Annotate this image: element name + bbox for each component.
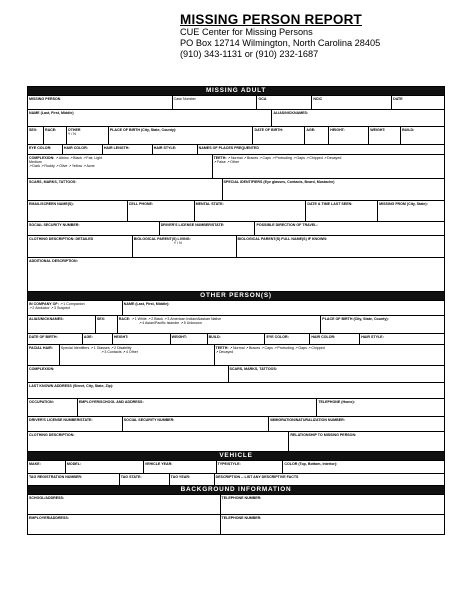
relationship-field[interactable]: RELATIONSHIP TO MISSING PERSON: xyxy=(289,432,445,452)
place-of-birth-field[interactable]: PLACE OF BIRTH (City, State, County): xyxy=(109,127,254,145)
tag-state-field[interactable]: TAG STATE: xyxy=(120,474,170,486)
bio-parents-living-field[interactable]: BIOLOGICAL PARENT(S) LIVING: Y / N xyxy=(133,236,237,258)
report-form xyxy=(27,86,445,535)
sex-field[interactable]: SEX: xyxy=(28,127,44,145)
missing-from-field[interactable]: MISSING FROM (City, State): xyxy=(378,201,445,222)
color-field[interactable]: COLOR (Top, Bottom, Interior): xyxy=(283,461,445,474)
build-field[interactable]: BUILD: xyxy=(401,127,445,145)
ssn-field[interactable]: SOCIAL SECURITY NUMBER: xyxy=(28,222,160,236)
complexion-field[interactable]: COMPLEXION: ↗ Albino ↗ Black ↗ Fair, Light Medium ↗ Dark ↗ Ruddy ↗ Olive ↗ Yellow ↗ Acne xyxy=(28,155,213,179)
missing-person-field[interactable]: MISSING PERSON xyxy=(28,96,173,110)
vehicle-year-field[interactable]: VEHICLE YEAR: xyxy=(144,461,217,474)
make-field[interactable]: MAKE: xyxy=(28,461,66,474)
hair-length-field[interactable]: HAIR LENGTH: xyxy=(103,145,153,155)
employer-school-field[interactable]: EMPLOYER/SCHOOL AND ADDRESS: xyxy=(78,399,317,417)
other-build-field[interactable]: BUILD: xyxy=(208,334,266,345)
other-race-field[interactable]: RACE: ↗ 1 White ↗ 2 Black ↗ 3 American Indian/Alaskan Native ↗ 4 Asian/Pacific Islander ↗ 5 Unknown xyxy=(118,316,322,334)
section-missing-adult: MISSING ADULT xyxy=(28,87,445,96)
hair-color-field[interactable]: HAIR COLOR: xyxy=(63,145,103,155)
dob-field[interactable]: DATE OF BIRTH: xyxy=(253,127,305,145)
other-clothing-field[interactable]: CLOTHING DESCRIPTION: xyxy=(28,432,289,452)
school-address-field[interactable]: SCHOOL/ADDRESS: xyxy=(28,495,221,515)
other-weight-field[interactable]: WEIGHT: xyxy=(171,334,208,345)
immigration-field[interactable]: IMMIGRATION/NATURALIZATION NUMBER: xyxy=(269,417,445,432)
teeth-field[interactable]: TEETH: ↗ Normal ↗ Braces ↗ Caps ↗ Protruding ↗ Gaps ↗ Chipped ↗ Decayed ↗ False ↗ Other xyxy=(213,155,445,179)
org-name: CUE Center for Missing Persons xyxy=(180,27,313,37)
other-sex-field[interactable]: SEX: xyxy=(96,316,118,334)
type-style-field[interactable]: TYPE/STYLE: xyxy=(217,461,284,474)
drivers-license-field[interactable]: DRIVER'S LICENSE NUMBER/STATE: xyxy=(160,222,256,236)
weight-field[interactable]: WEIGHT: xyxy=(369,127,401,145)
hair-style-field[interactable]: HAIR STYLE: xyxy=(153,145,198,155)
eye-color-field[interactable]: EYE COLOR: xyxy=(28,145,63,155)
school-telephone-field[interactable]: TELEPHONE NUMBER: xyxy=(221,495,445,515)
other-teeth-field[interactable]: TEETH: ↗ Normal ↗ Braces ↗ Caps ↗ Protruding ↗ Gaps ↗ Chipped ↗ Decayed xyxy=(215,345,445,366)
alias-field[interactable]: ALIAS/NICKNAMES: xyxy=(272,110,445,127)
scars-field[interactable]: SCARS, MARKS, TATTOOS: xyxy=(28,179,223,201)
facial-hair-field[interactable]: FACIAL HAIR: xyxy=(28,345,60,366)
org-address: PO Box 12714 Wilmington, North Carolina 28405 xyxy=(180,38,381,48)
model-field[interactable]: MODEL: xyxy=(66,461,144,474)
oca-field[interactable]: OCA xyxy=(257,96,312,110)
special-identifiers-field[interactable]: SPECIAL IDENTIFIERS (Eye glasses, Contacts, Beard, Mustache) xyxy=(223,179,445,201)
section-vehicle: VEHICLE xyxy=(28,452,445,461)
other-dob-field[interactable]: DATE OF BIRTH: xyxy=(28,334,83,345)
other-field[interactable]: OTHER Y / N xyxy=(67,127,109,145)
report-header xyxy=(180,12,470,60)
section-other-persons: OTHER PERSON(S) xyxy=(28,292,445,301)
other-hair-style-field[interactable]: HAIR STYLE: xyxy=(360,334,445,345)
other-hair-color-field[interactable]: HAIR COLOR: xyxy=(310,334,360,345)
height-field[interactable]: HEIGHT: xyxy=(329,127,369,145)
last-known-address-field[interactable]: LAST KNOWN ADDRESS (Street, City, State, Zip): xyxy=(28,383,445,399)
employer-address-field[interactable]: EMPLOYER/ADDRESS: xyxy=(28,515,221,535)
last-seen-field[interactable]: DATE & TIME LAST SEEN: xyxy=(306,201,378,222)
bio-parents-names-field[interactable]: BIOLOGICAL PARENT(S) FULL NAME(S) IF KNOWN: xyxy=(237,236,446,258)
employer-telephone-field[interactable]: TELEPHONE NUMBER: xyxy=(221,515,445,535)
additional-description-field[interactable]: ADDITIONAL DESCRIPTION: xyxy=(28,258,445,292)
other-scars-field[interactable]: SCARS, MARKS, TATTOOS: xyxy=(229,366,445,383)
in-company-field[interactable]: IN COMPANY OF: ↗ 1 Companion ↗ 2 Abductor ↗ 3 Suspect xyxy=(28,301,123,316)
clothing-field[interactable]: CLOTHING DESCRIPTION: DETAILED xyxy=(28,236,133,258)
age-field[interactable]: AGE: xyxy=(305,127,329,145)
telephone-home-field[interactable]: TELEPHONE (Home): xyxy=(317,399,445,417)
ncic-field[interactable]: NCIC xyxy=(312,96,392,110)
race-field[interactable]: RACE: xyxy=(44,127,67,145)
cell-phone-field[interactable]: CELL PHONE: xyxy=(128,201,195,222)
org-phone: (910) 343-1131 or (910) 232-1687 xyxy=(180,49,319,59)
tag-number-field[interactable]: TAG REGISTRATION NUMBER: xyxy=(28,474,120,486)
other-ssn-field[interactable]: SOCIAL SECURITY NUMBER: xyxy=(123,417,270,432)
other-complexion-field[interactable]: COMPLEXION: xyxy=(28,366,229,383)
email-field[interactable]: EMAIL/SCREEN NAME(S): xyxy=(28,201,128,222)
other-special-field[interactable]: Special Identifiers ↗ 1 Glasses ↗ 2 Disability ↗ 3 Contacts ↗ 4 Other xyxy=(60,345,215,366)
vehicle-description-field[interactable]: DESCRIPTION -- LIST ANY DESCRIPTIVE FACTS xyxy=(215,474,445,486)
other-age-field[interactable]: AGE: xyxy=(83,334,113,345)
other-name-field[interactable]: NAME (Last, First, Middle): xyxy=(123,301,445,316)
name-field[interactable]: NAME (Last, First, Middle) xyxy=(28,110,272,127)
tag-year-field[interactable]: TAG YEAR: xyxy=(170,474,215,486)
date-field[interactable]: DATE xyxy=(392,96,445,110)
occupation-field[interactable]: OCCUPATION: xyxy=(28,399,78,417)
case-number-field[interactable]: Case Number xyxy=(173,96,258,110)
mental-state-field[interactable]: MENTAL STATE: xyxy=(195,201,307,222)
section-background: BACKGROUND INFORMATION xyxy=(28,486,445,495)
other-eye-color-field[interactable]: EYE COLOR: xyxy=(265,334,310,345)
places-frequented-field[interactable]: NAMES OF PLACES FREQUENTED xyxy=(198,145,445,155)
report-title: MISSING PERSON REPORT xyxy=(180,12,362,27)
direction-field[interactable]: POSSIBLE DIRECTION OF TRAVEL: xyxy=(255,222,445,236)
other-dl-field[interactable]: DRIVER'S LICENSE NUMBER/STATE: xyxy=(28,417,123,432)
other-height-field[interactable]: HEIGHT: xyxy=(113,334,171,345)
other-alias-field[interactable]: ALIAS/NICKNAMES: xyxy=(28,316,96,334)
other-pob-field[interactable]: PLACE OF BIRTH (City, State, County): xyxy=(321,316,445,334)
